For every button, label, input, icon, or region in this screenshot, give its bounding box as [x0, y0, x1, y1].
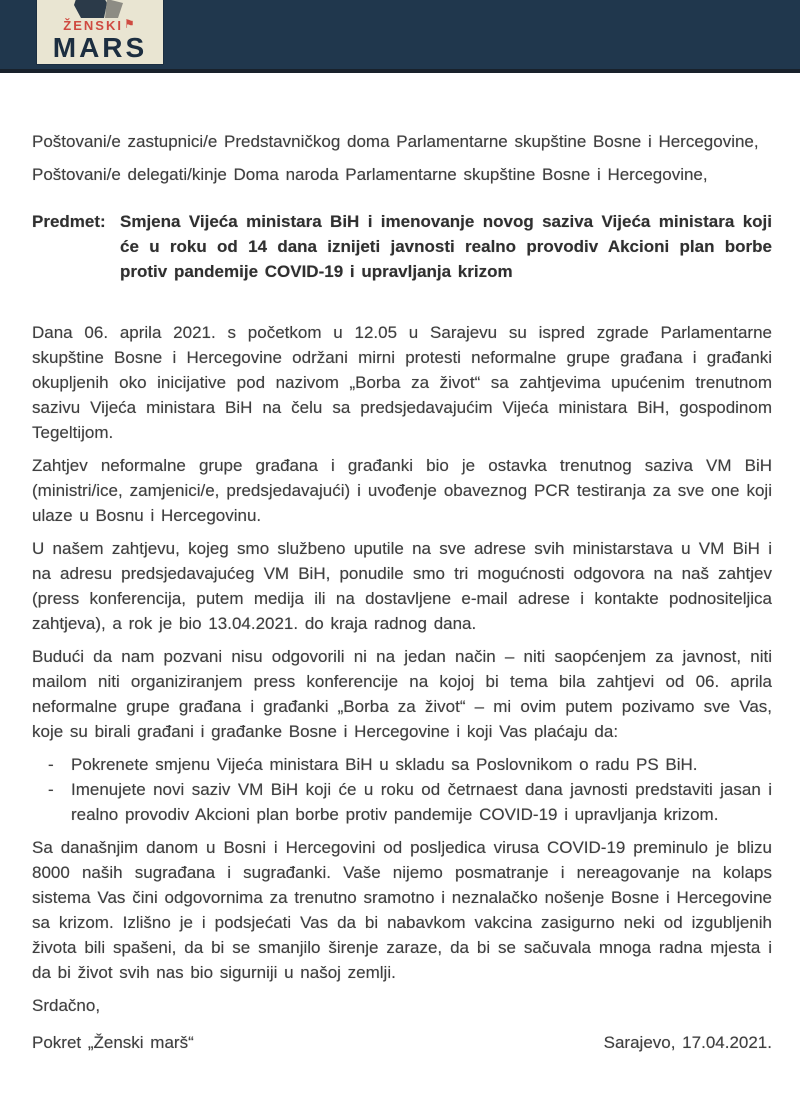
signature-row — [32, 1030, 772, 1055]
bullet-dash: - — [48, 755, 54, 774]
paragraph-demands: Zahtjev neformalne grupe građana i građanki bio je ostavka trenutnog saziva VM BiH (ministri/ice, zamjenici/e, predsjedavajući) i uvođenje obaveznog PCR testiranja za sve one koji ulaze u Bosnu i Hercegovinu. — [32, 456, 772, 525]
letter-body — [0, 73, 800, 1055]
list-item-text: Pokrenete smjenu Vijeća ministara BiH u skladu sa Poslovnikom o radu PS BiH. — [71, 755, 698, 774]
paragraph-protest: Dana 06. aprila 2021. s početkom u 12.05 u Sarajevu su ispred zgrade Parlamentarne skupštine Bosne i Hercegovine održani mirni protesti neformalne grupe građana i građanki okupljenih oko inicijative pod nazivom „Borba za život“ sa zahtjevima upućenim trenutnom sazivu Vijeća ministara BiH na čelu sa predsjedavajućim Vijeća ministara BiH, gospodinom Tegeltijom. — [32, 323, 772, 442]
demands-list — [32, 752, 772, 827]
salutation-delegates: Poštovani/e delegati/kinje Doma naroda Parlamentarne skupštine Bosne i Hercegovine, — [32, 165, 708, 184]
farewell: Srdačno, — [32, 996, 101, 1015]
salutation-representatives: Poštovani/e zastupnici/e Predstavničkog doma Parlamentarne skupštine Bosne i Hercegovine, — [32, 132, 759, 151]
flag-icon: ⚑ — [123, 17, 137, 31]
zenski-mars-logo — [37, 0, 163, 64]
signature-movement: Pokret „Ženski marš“ — [32, 1033, 194, 1052]
header-band — [0, 0, 800, 73]
logo-text-mars: MARS — [52, 32, 148, 63]
subject-text: Smjena Vijeća ministara BiH i imenovanje novog saziva Vijeća ministara koji će u roku od 14 dana iznijeti javnosti realno provodiv Akcioni plan borbe protiv pandemije COVID-19 i upravljanja krizom — [120, 212, 772, 281]
bullet-dash: - — [48, 780, 54, 799]
logo-text-zenski — [37, 17, 163, 33]
logo-word-zenski: ŽENSKI — [63, 18, 123, 33]
fist-icon — [67, 0, 133, 18]
subject-label: Predmet: — [32, 212, 106, 231]
list-item-text: Imenujete novi saziv VM BiH koji će u roku od četrnaest dana javnosti predstaviti jasan i realno provodiv Akcioni plan borbe protiv pandemije COVID-19 i upravljanja krizom. — [71, 780, 772, 824]
place-date: Sarajevo, 17.04.2021. — [603, 1033, 772, 1052]
subject-block — [32, 209, 772, 284]
paragraph-closing: Sa današnjim danom u Bosni i Hercegovini od posljedica virusa COVID-19 preminulo je blizu 8000 naših sugrađana i sugrađanki. Vaše nijemo posmatranje i nereagovanje na kolaps sistema Vas čini odgovornima za trenutno sramotno i neznalačko nošenje Bosne i Hercegovine sa krizom. Izlišno je i podsjećati Vas da bi nabavkom vakcina zasigurno neki od izgubljenih života bili spašeni, da bi se smanjilo širenje zaraze, da bi se sačuvala mnoga radna mjesta i da bi život svih nas bio sigurniji u našoj zemlji. — [32, 838, 772, 982]
paragraph-no-response: Budući da nam pozvani nisu odgovorili ni na jedan način – niti saopćenjem za javnost, niti mailom niti organiziranjem press konferencije na kojoj bi tema bila zahtjevi od 06. aprila neformalne grupe građana i građanki „Borba za život“ – mi ovim putem pozivamo sve Vas, koje su birali građani i građanke Bosne i Hercegovine i koji Vas plaćaju da: — [32, 647, 772, 741]
paragraph-request: U našem zahtjevu, kojeg smo službeno uputile na sve adrese svih ministarstava u VM BiH i na adresu predsjedavajućeg VM BiH, ponudile smo tri mogućnosti odgovora na naš zahtjev (press konferencija, putem medija ili na dostavljene e-mail adrese i kontakte podnositeljica zahtjeva), a rok je bio 13.04.2021. do kraja radnog dana. — [32, 539, 772, 633]
list-item — [32, 777, 772, 827]
list-item — [32, 752, 772, 777]
